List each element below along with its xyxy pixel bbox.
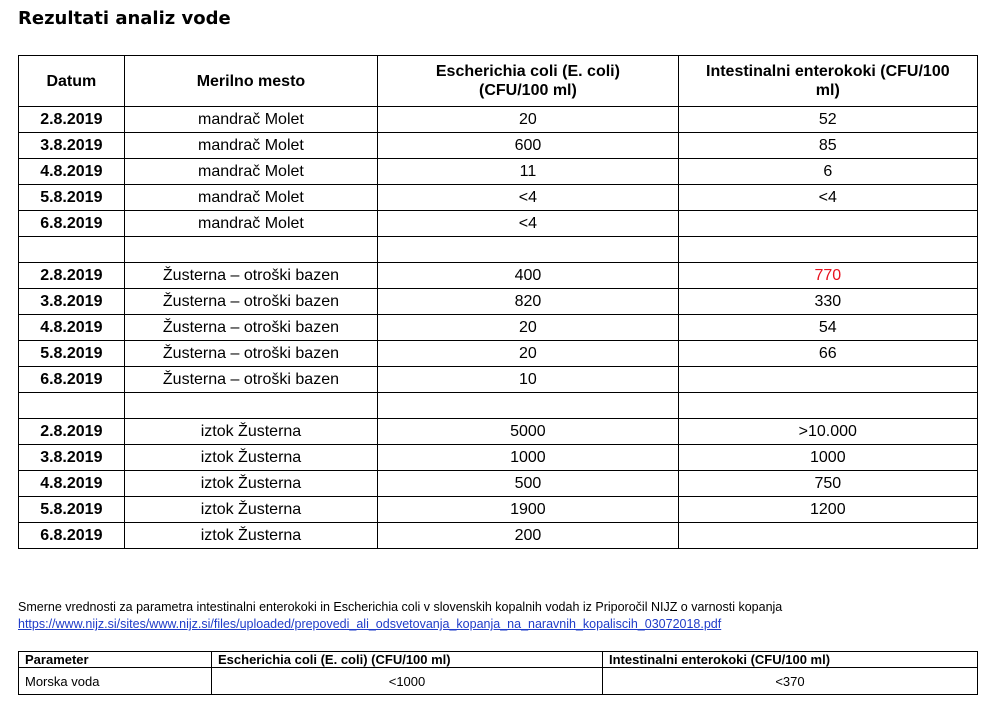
table-row: [19, 237, 978, 263]
date-cell: 3.8.2019: [19, 133, 125, 159]
header-date: Datum: [19, 56, 125, 107]
place-cell: iztok Žusterna: [124, 497, 378, 523]
enterococci-cell: [678, 393, 977, 419]
date-cell: 4.8.2019: [19, 159, 125, 185]
enterococci-cell: 1200: [678, 497, 977, 523]
ecoli-cell: 400: [378, 263, 678, 289]
results-table: [18, 55, 978, 549]
enterococci-cell: [678, 367, 977, 393]
nijz-link[interactable]: https://www.nijz.si/sites/www.nijz.si/files/uploaded/prepovedi_ali_odsvetovanja_kopanja_na_naravnih_kopaliscih_03072018.pdf: [18, 617, 722, 631]
place-cell: iztok Žusterna: [124, 471, 378, 497]
table-row: [19, 211, 978, 237]
ecoli-cell: 5000: [378, 419, 678, 445]
place-cell: Žusterna – otroški bazen: [124, 367, 378, 393]
header-ecoli-line2: (CFU/100 ml): [479, 82, 577, 99]
ecoli-cell: <4: [378, 185, 678, 211]
header-place: Merilno mesto: [124, 56, 378, 107]
place-cell: Žusterna – otroški bazen: [124, 263, 378, 289]
date-cell: 5.8.2019: [19, 341, 125, 367]
results-header-row: [19, 56, 978, 107]
place-cell: iztok Žusterna: [124, 523, 378, 549]
guide-header-ent: Intestinalni enterokoki (CFU/100 ml): [603, 652, 978, 668]
enterococci-cell: 330: [678, 289, 977, 315]
table-row: [19, 523, 978, 549]
date-cell: 4.8.2019: [19, 471, 125, 497]
enterococci-cell: 1000: [678, 445, 977, 471]
table-row: [19, 445, 978, 471]
place-cell: mandrač Molet: [124, 133, 378, 159]
date-cell: 5.8.2019: [19, 497, 125, 523]
guide-ecoli-limit: <1000: [212, 668, 603, 695]
ecoli-cell: 500: [378, 471, 678, 497]
place-cell: [124, 393, 378, 419]
note-text: Smerne vrednosti za parametra intestinalni enterokoki in Escherichia coli v slovenskih kopalnih vodah iz Priporočil NIJZ o varnosti kopanja: [18, 600, 783, 614]
guide-param: Morska voda: [19, 668, 212, 695]
page-title: Rezultati analiz vode: [18, 8, 231, 29]
date-cell: 6.8.2019: [19, 367, 125, 393]
table-row: [19, 393, 978, 419]
ecoli-cell: 20: [378, 341, 678, 367]
table-row: [19, 289, 978, 315]
place-cell: mandrač Molet: [124, 159, 378, 185]
ecoli-cell: 20: [378, 107, 678, 133]
date-cell: 5.8.2019: [19, 185, 125, 211]
guideline-row: [19, 668, 978, 695]
date-cell: [19, 393, 125, 419]
enterococci-cell: 770: [678, 263, 977, 289]
place-cell: [124, 237, 378, 263]
ecoli-cell: 10: [378, 367, 678, 393]
table-row: [19, 263, 978, 289]
header-ent-line2: ml): [815, 82, 840, 99]
place-cell: iztok Žusterna: [124, 445, 378, 471]
guideline-header-row: [19, 652, 978, 668]
place-cell: iztok Žusterna: [124, 419, 378, 445]
date-cell: 6.8.2019: [19, 523, 125, 549]
date-cell: [19, 237, 125, 263]
enterococci-cell: <4: [678, 185, 977, 211]
ecoli-cell: 1000: [378, 445, 678, 471]
enterococci-cell: 54: [678, 315, 977, 341]
enterococci-cell: [678, 237, 977, 263]
date-cell: 2.8.2019: [19, 263, 125, 289]
date-cell: 2.8.2019: [19, 419, 125, 445]
enterococci-cell: [678, 523, 977, 549]
date-cell: 3.8.2019: [19, 445, 125, 471]
header-ecoli-line1: Escherichia coli (E. coli): [435, 63, 620, 80]
header-enterococci: [678, 56, 977, 107]
table-row: [19, 133, 978, 159]
date-cell: 3.8.2019: [19, 289, 125, 315]
place-cell: Žusterna – otroški bazen: [124, 315, 378, 341]
ecoli-cell: [378, 237, 678, 263]
enterococci-cell: 66: [678, 341, 977, 367]
date-cell: 4.8.2019: [19, 315, 125, 341]
table-row: [19, 185, 978, 211]
enterococci-cell: 750: [678, 471, 977, 497]
place-cell: mandrač Molet: [124, 185, 378, 211]
guide-header-ecoli: Escherichia coli (E. coli) (CFU/100 ml): [212, 652, 603, 668]
place-cell: Žusterna – otroški bazen: [124, 341, 378, 367]
ecoli-cell: <4: [378, 211, 678, 237]
ecoli-cell: 11: [378, 159, 678, 185]
ecoli-cell: 1900: [378, 497, 678, 523]
date-cell: 2.8.2019: [19, 107, 125, 133]
table-row: [19, 159, 978, 185]
guide-header-param: Parameter: [19, 652, 212, 668]
table-row: [19, 497, 978, 523]
guide-ent-limit: <370: [603, 668, 978, 695]
enterococci-cell: 6: [678, 159, 977, 185]
guidance-note: [18, 599, 782, 633]
table-row: [19, 471, 978, 497]
table-row: [19, 367, 978, 393]
ecoli-cell: 20: [378, 315, 678, 341]
header-ent-line1: Intestinalni enterokoki (CFU/100: [706, 63, 950, 80]
ecoli-cell: [378, 393, 678, 419]
ecoli-cell: 200: [378, 523, 678, 549]
ecoli-cell: 600: [378, 133, 678, 159]
place-cell: mandrač Molet: [124, 211, 378, 237]
enterococci-cell: >10.000: [678, 419, 977, 445]
enterococci-cell: [678, 211, 977, 237]
header-ecoli: [378, 56, 678, 107]
guideline-table: [18, 651, 978, 695]
date-cell: 6.8.2019: [19, 211, 125, 237]
ecoli-cell: 820: [378, 289, 678, 315]
table-row: [19, 107, 978, 133]
place-cell: mandrač Molet: [124, 107, 378, 133]
table-row: [19, 341, 978, 367]
table-row: [19, 419, 978, 445]
place-cell: Žusterna – otroški bazen: [124, 289, 378, 315]
results-body: [19, 107, 978, 549]
enterococci-cell: 85: [678, 133, 977, 159]
enterococci-cell: 52: [678, 107, 977, 133]
table-row: [19, 315, 978, 341]
